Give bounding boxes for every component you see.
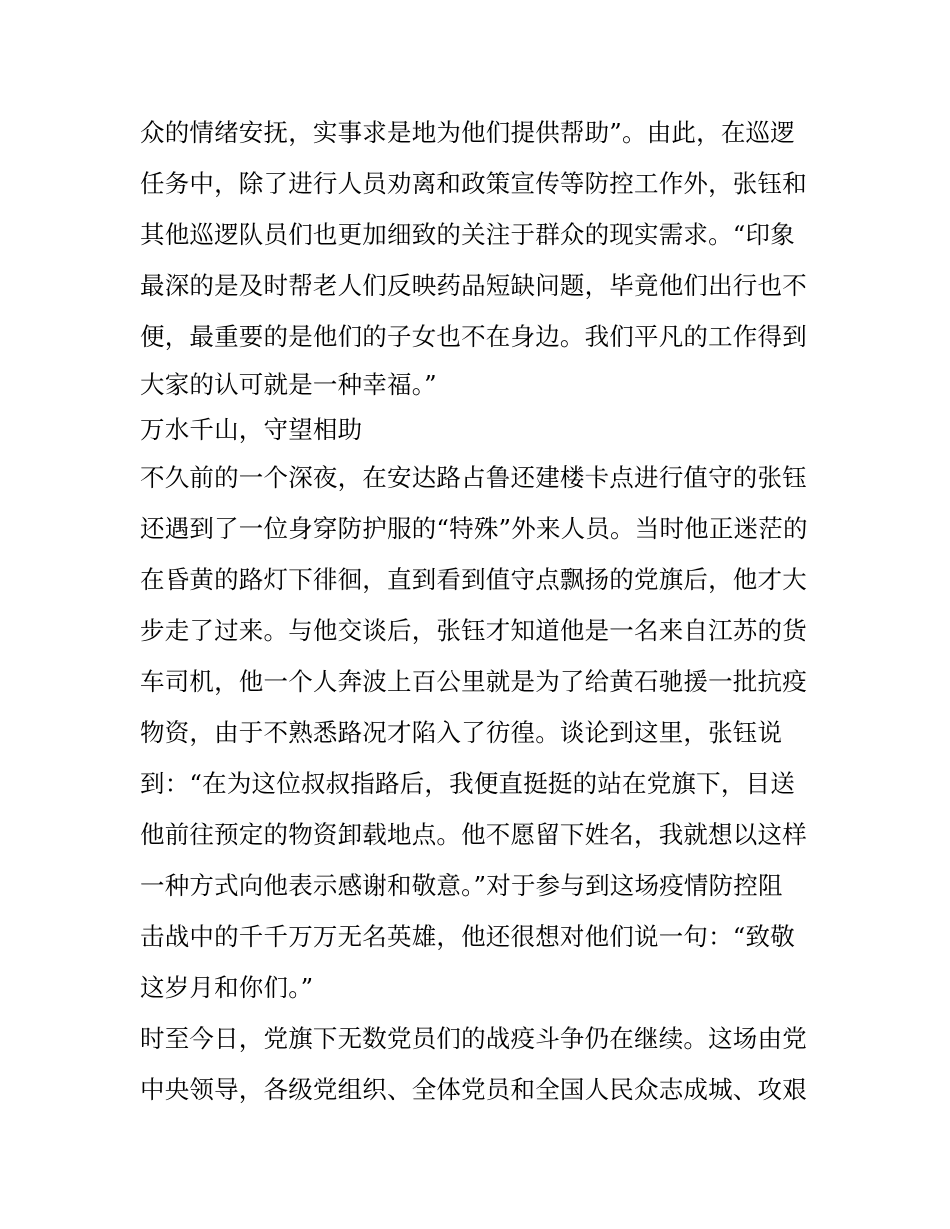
text-line: 还遇到了一位身穿防护服的“特殊”外来人员。当时他正迷茫的 — [140, 514, 808, 543]
text-line: 他前往预定的物资卸载地点。他不愿留下姓名，我就想以这样 — [140, 820, 807, 849]
text-line: 这岁月和你们。” — [140, 973, 314, 1002]
text-line: 物资，由于不熟悉路况才陷入了彷徨。谈论到这里，张钰说 — [140, 718, 783, 747]
text-line: 任务中，除了进行人员劝离和政策宣传等防控工作外，张钰和 — [140, 169, 807, 198]
text-line: 最深的是及时帮老人们反映药品短缺问题，毕竟他们出行也不 — [140, 271, 807, 300]
text-line: 在昏黄的路灯下徘徊，直到看到值守点飘扬的党旗后，他才大 — [140, 565, 807, 594]
text-line: 大家的认可就是一种幸福。” — [140, 370, 437, 399]
text-line: 步走了过来。与他交谈后，张钰才知道他是一名来自江苏的货 — [140, 616, 807, 645]
text-line: 一种方式向他表示感谢和敬意。”对于参与到这场疫情防控阻 — [140, 871, 783, 900]
text-line: 便，最重要的是他们的子女也不在身边。我们平凡的工作得到 — [140, 322, 807, 351]
text-line: 到：“在为这位叔叔指路后，我便直挺挺的站在党旗下，目送 — [140, 769, 795, 798]
text-line: 击战中的千千万万无名英雄，他还很想对他们说一句：“致敬 — [140, 922, 795, 951]
text-line: 时至今日，党旗下无数党员们的战疫斗争仍在继续。这场由党 — [140, 1024, 807, 1053]
section-heading: 万水千山，守望相助 — [140, 415, 363, 444]
text-line: 中央领导，各级党组织、全体党员和全国人民众志成城、攻艰 — [140, 1075, 807, 1104]
text-line: 其他巡逻队员们也更加细致的关注于群众的现实需求。“印象 — [140, 220, 795, 249]
text-line: 不久前的一个深夜，在安达路占鲁还建楼卡点进行值守的张钰 — [140, 463, 807, 492]
article-body — [140, 107, 820, 1115]
text-line: 众的情绪安抚，实事求是地为他们提供帮助”。由此，在巡逻 — [140, 118, 795, 147]
text-line: 车司机，他一个人奔波上百公里就是为了给黄石驰援一批抗疫 — [140, 667, 807, 696]
